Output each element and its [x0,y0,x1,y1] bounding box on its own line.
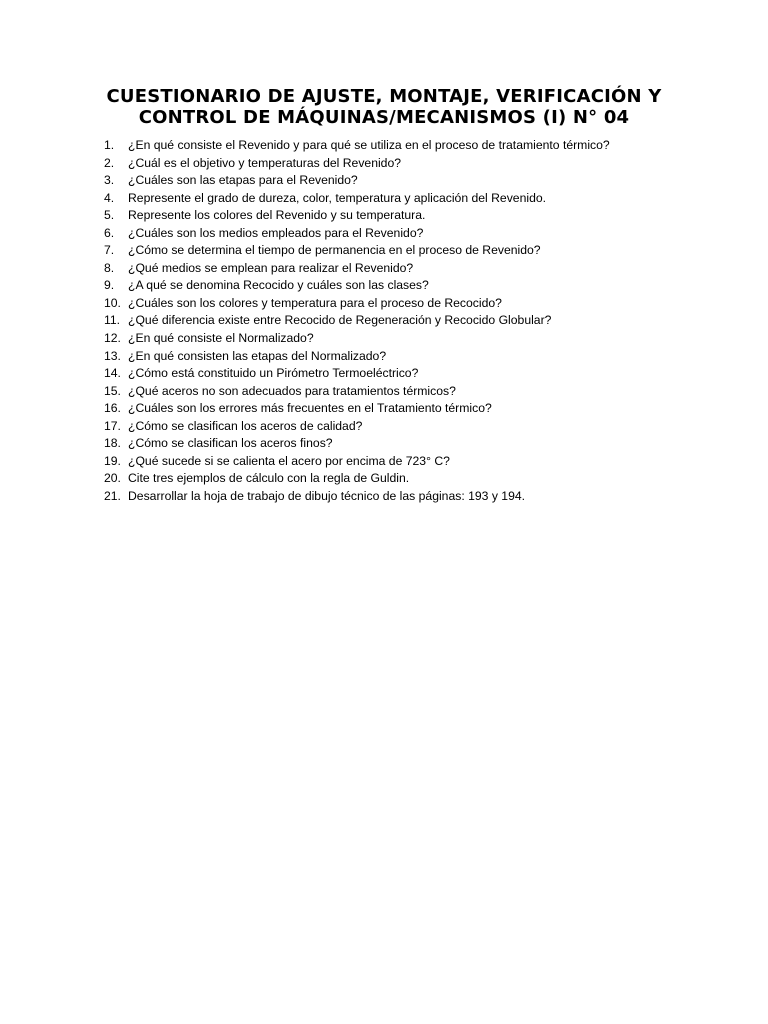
question-item [104,242,704,260]
question-number: 9. [104,278,115,293]
question-item [104,330,704,348]
question-text: ¿Cuáles son los errores más frecuentes en el Tratamiento térmico? [128,401,492,416]
question-list [104,137,704,505]
question-item [104,365,704,383]
question-item [104,470,704,488]
question-number: 16. [104,401,121,416]
question-text: ¿En qué consiste el Revenido y para qué se utiliza en el proceso de tratamiento térmico? [128,138,610,152]
question-item [104,488,704,506]
question-number: 11. [104,313,121,328]
question-number: 2. [104,155,115,170]
question-number: 19. [104,453,121,468]
question-item [104,383,704,401]
question-text: ¿Cómo está constituido un Pirómetro Termoeléctrico? [128,366,419,381]
question-text: ¿Qué sucede si se calienta el acero por encima de 723° C? [128,453,450,468]
question-text: ¿En qué consiste el Normalizado? [128,331,314,346]
question-item [104,172,704,190]
question-number: 3. [104,173,115,188]
question-text: ¿Cómo se clasifican los aceros finos? [128,436,333,451]
question-number: 8. [104,260,115,275]
question-item [104,418,704,436]
question-item [104,453,704,471]
question-text: ¿Qué medios se emplean para realizar el Revenido? [128,260,414,275]
question-text: ¿Cómo se clasifican los aceros de calidad? [128,418,363,433]
question-number: 14. [104,366,121,381]
question-item [104,312,704,330]
question-item [104,155,704,173]
question-text: Represente los colores del Revenido y su temperatura. [128,208,426,223]
question-item [104,295,704,313]
question-text: ¿Cómo se determina el tiempo de permanencia en el proceso de Revenido? [128,243,541,258]
title-line-2: CONTROL DE MÁQUINAS/MECANISMOS (I) N° 04 [138,107,630,128]
question-item [104,207,704,225]
question-number: 4. [104,190,115,205]
question-item [104,137,704,155]
question-number: 12. [104,331,121,346]
question-item [104,348,704,366]
document-title [90,86,678,128]
question-text: Desarrollar la hoja de trabajo de dibujo técnico de las páginas: 193 y 194. [128,488,526,503]
title-line-1: CUESTIONARIO DE AJUSTE, MONTAJE, VERIFICACIÓN Y [106,86,662,107]
question-number: 10. [104,295,121,310]
question-number: 1. [104,138,115,152]
question-number: 20. [104,471,121,486]
question-text: Represente el grado de dureza, color, temperatura y aplicación del Revenido. [128,190,547,205]
question-text: ¿En qué consisten las etapas del Normalizado? [128,348,387,363]
question-number: 13. [104,348,121,363]
question-text: ¿Qué diferencia existe entre Recocido de Regeneración y Recocido Globular? [128,313,552,328]
question-item [104,190,704,208]
question-number: 21. [104,488,121,503]
question-item [104,435,704,453]
question-text: ¿Cuáles son las etapas para el Revenido? [128,173,358,188]
question-number: 5. [104,208,115,223]
question-number: 6. [104,225,115,240]
question-number: 17. [104,418,121,433]
question-item [104,225,704,243]
question-text: ¿A qué se denomina Recocido y cuáles son las clases? [128,278,429,293]
question-number: 18. [104,436,121,451]
question-item [104,260,704,278]
question-item [104,277,704,295]
question-text: ¿Cuáles son los medios empleados para el Revenido? [128,225,424,240]
question-text: ¿Cuáles son los colores y temperatura para el proceso de Recocido? [128,295,502,310]
question-number: 15. [104,383,121,398]
question-text: Cite tres ejemplos de cálculo con la regla de Guldin. [128,471,410,486]
question-item [104,400,704,418]
question-text: ¿Qué aceros no son adecuados para tratamientos térmicos? [128,383,456,398]
question-number: 7. [104,243,115,258]
question-text: ¿Cuál es el objetivo y temperaturas del Revenido? [128,155,402,170]
